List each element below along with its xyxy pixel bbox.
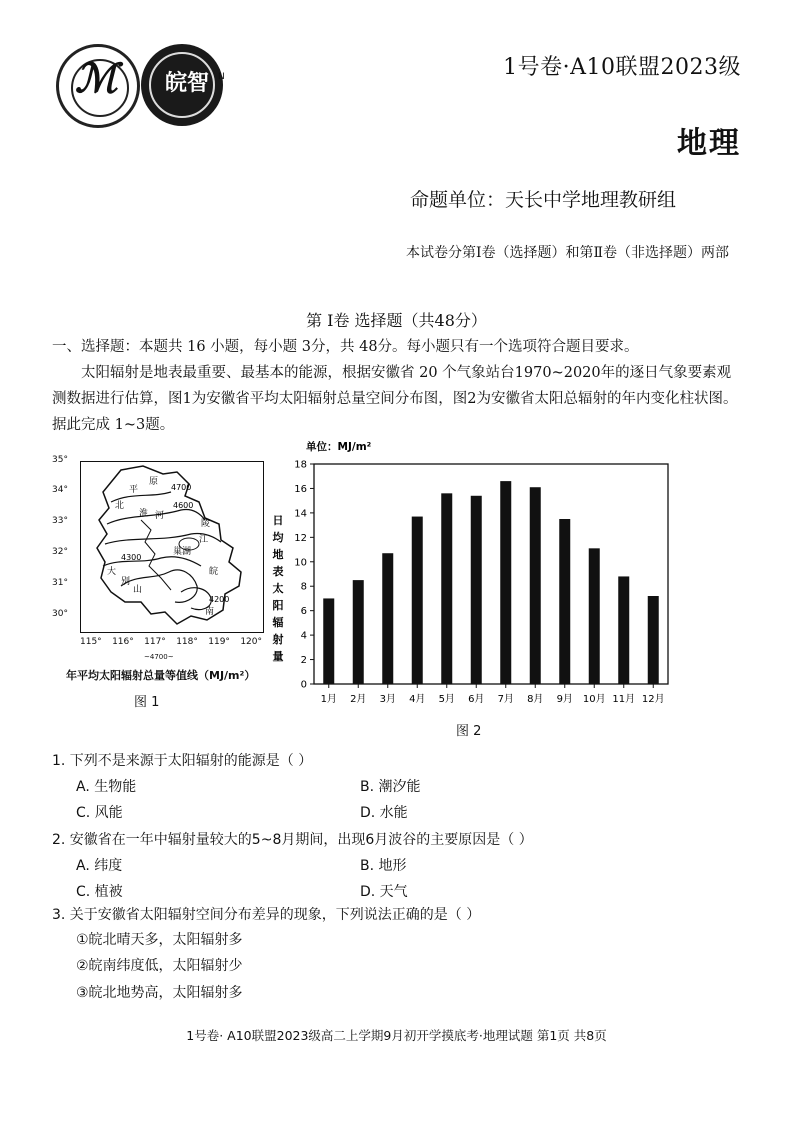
x-tick-label: 6月 [468,694,485,705]
place-label: 平 [129,485,139,495]
iso-label: 4700 [171,483,192,492]
x-tick-label: 9月 [556,694,573,705]
x-tick-label: 1月 [320,694,337,705]
iso-label: 4200 [209,595,230,604]
place-label: 淮 [139,509,149,519]
x-tick-label: 11月 [612,694,636,705]
page-footer: 1号卷· A10联盟2023级高二上学期9月初开学摸底考·地理试题 第1页 共8页 [186,1028,607,1043]
x-tick-label: 4月 [409,694,426,705]
lon-labels [80,637,262,647]
question-1-stem: 1. 下列不是来源于太阳辐射的能源是（ ） [52,753,313,769]
lat-label: 31° [52,578,68,588]
question-1-option-b: B. 潮汐能 [360,779,421,795]
lat-label: 34° [52,485,68,495]
passage: 太阳辐射是地表最重要、最基本的能源，根据安徽省 20 个气象站台1970~2020年的逐日气象要素观测数据进行估算，图1为安徽省平均太阳辐射总量空间分布图，图2为安徽省太阳总辐射的年内变化柱状图。据此完成 1~3题。 [52,365,738,433]
place-label: 皖 [209,567,219,577]
logo-suffix: N [218,72,225,82]
figure-2-label: 图 2 [456,724,482,739]
y-tick-label: 0 [300,679,307,691]
place-label: 别 [121,577,131,587]
y-axis-label-char: 射 [272,633,284,646]
bar [589,548,600,684]
y-tick-label: 14 [294,508,307,520]
lat-label: 35° [52,455,68,465]
y-tick-label: 4 [300,630,307,642]
figure-1-map [52,455,262,695]
question-2-option-b: B. 地形 [360,858,407,874]
lon-label: 119° [208,637,230,647]
question-3-stem: 3. 关于安徽省太阳辐射空间分布差异的现象，下列说法正确的是（ ） [52,907,481,923]
legend-note: ~4700~ [144,653,174,661]
plot-frame [314,464,668,684]
y-axis-label-char: 阳 [272,599,284,612]
lat-label: 32° [52,547,68,557]
place-label: 河 [155,511,165,521]
iso-label: 4300 [121,553,142,562]
y-axis-label-char: 日 [272,514,284,527]
x-tick-label: 5月 [438,694,455,705]
place-label: 江 [199,535,209,545]
subject-title: 地理 [677,126,741,161]
bar [530,487,541,684]
bar [500,481,511,684]
y-axis-label-char: 辐 [272,616,284,629]
lon-label: 115° [80,637,102,647]
alliance-logo: ℳ [56,44,140,128]
figure-2-chart [262,432,682,712]
lat-label: 30° [52,609,68,619]
place-label: 山 [133,585,143,595]
question-3-statement-2: ②皖南纬度低，太阳辐射少 [76,958,243,974]
question-1-option-c: C. 风能 [76,805,123,821]
lon-label: 118° [176,637,198,647]
y-axis-label-char: 太 [272,582,284,595]
question-1-option-a: A. 生物能 [76,779,137,795]
x-tick-label: 2月 [350,694,367,705]
map-frame [80,461,264,633]
bar [559,519,570,684]
bar [471,496,482,684]
bar [648,596,659,684]
bar [441,493,452,684]
x-tick-label: 3月 [379,694,396,705]
exam-title: 1号卷·A10联盟2023级 [503,55,741,80]
y-tick-label: 18 [294,459,307,471]
question-2-stem: 2. 安徽省在一年中辐射量较大的5~8月期间，出现6月波谷的主要原因是（ ） [52,832,533,848]
iso-label: 4600 [173,501,194,510]
question-3-statement-3: ③皖北地势高，太阳辐射多 [76,985,243,1001]
lon-label: 117° [144,637,166,647]
radiation-bar-chart [262,432,682,712]
y-tick-label: 10 [294,557,307,569]
question-2-option-a: A. 纬度 [76,858,123,874]
anhui-isoline-map [81,462,263,632]
exam-intro: 本试卷分第Ⅰ卷（选择题）和第Ⅱ卷（非选择题）两部 [405,245,729,261]
place-label: 南 [205,607,215,617]
place-label: 巢湖 [173,547,192,557]
bar [323,598,334,684]
question-3-statement-1: ①皖北晴天多，太阳辐射多 [76,932,243,948]
bar [353,580,364,684]
question-2-option-c: C. 植被 [76,884,123,900]
y-tick-label: 12 [294,532,307,544]
lat-label: 33° [52,516,68,526]
chart-unit-label: 单位：MJ/m² [306,441,372,453]
place-label: 原 [149,477,159,487]
figure-1-label: 图 1 [134,695,160,710]
place-label: 北 [115,501,125,511]
place-label: 大 [107,567,117,577]
instruction: 一、选择题：本题共 16 小题，每小题 3分，共 48分。每小题只有一个选项符合题目要求。 [52,339,639,355]
lon-label: 120° [240,637,262,647]
y-tick-label: 16 [294,483,307,495]
place-label: 陵 [201,519,211,529]
y-tick-label: 2 [300,655,307,667]
school-logo: 皖智 [141,44,223,126]
figure-1-caption: 年平均太阳辐射总量等值线（MJ/m²） [66,669,256,682]
bar [412,517,423,684]
lon-label: 116° [112,637,134,647]
y-axis-label-char: 均 [272,531,284,544]
x-tick-label: 7月 [497,694,514,705]
question-2-option-d: D. 天气 [360,884,408,900]
section-title: 第 Ⅰ卷 选择题（共48分） [306,311,487,330]
y-axis-label-char: 量 [272,650,284,663]
author-unit: 命题单位：天长中学地理教研组 [410,189,677,211]
x-tick-label: 8月 [527,694,544,705]
question-1-option-d: D. 水能 [360,805,408,821]
y-tick-label: 6 [300,606,307,618]
y-tick-label: 8 [300,581,307,593]
bar [382,553,393,684]
x-tick-label: 12月 [641,694,665,705]
x-tick-label: 10月 [582,694,606,705]
bar [618,576,629,684]
y-axis-label-char: 表 [272,565,284,578]
y-axis-label-char: 地 [272,548,284,561]
